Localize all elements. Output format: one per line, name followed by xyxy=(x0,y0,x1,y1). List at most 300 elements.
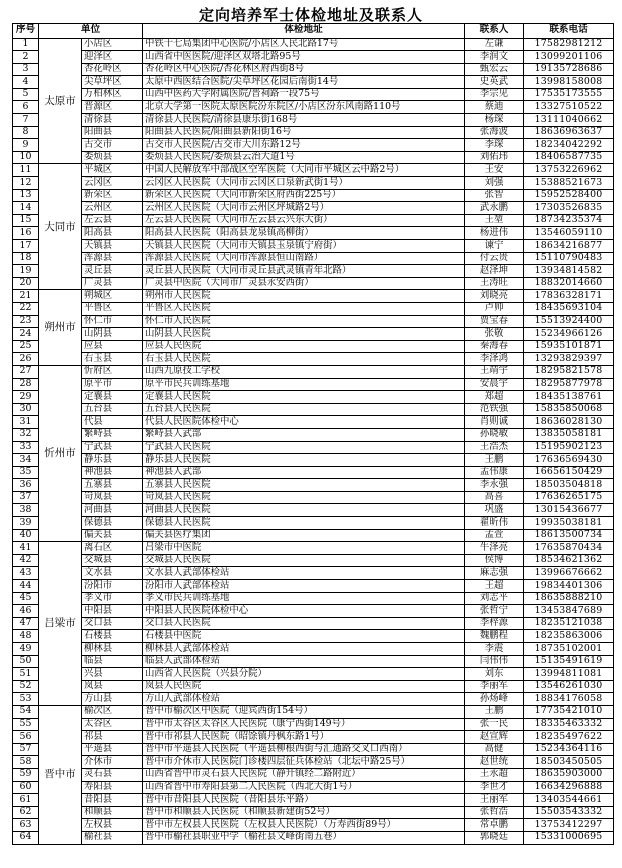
row-number: 36 xyxy=(13,479,39,492)
county-name: 祁县 xyxy=(82,731,143,744)
county-name: 保德县 xyxy=(82,517,143,530)
row-number: 51 xyxy=(13,668,39,681)
exam-address: 静乐县人民医院 xyxy=(143,454,465,467)
county-name: 云冈区 xyxy=(82,177,143,190)
contact-phone: 17735421010 xyxy=(524,705,614,718)
row-number: 2 xyxy=(13,51,39,64)
row-number: 60 xyxy=(13,781,39,794)
county-name: 方山县 xyxy=(82,693,143,706)
row-number: 14 xyxy=(13,202,39,215)
exam-address: 孝义市民兵训练基地 xyxy=(143,592,465,605)
row-number: 9 xyxy=(13,139,39,152)
exam-address: 晋中市左权县人民医院（左权县人民医院）（万寿西街89号） xyxy=(143,819,465,832)
county-name: 中阳县 xyxy=(82,605,143,618)
contact-person: 安晨宇 xyxy=(465,378,524,391)
contact-phone: 19935038181 xyxy=(524,517,614,530)
contact-person: 赵泽坤 xyxy=(465,265,524,278)
exam-address: 云州区人民医院（大同市云州区坪城路2号） xyxy=(143,202,465,215)
county-name: 阳曲县 xyxy=(82,126,143,139)
row-number: 58 xyxy=(13,756,39,769)
row-number: 27 xyxy=(13,365,39,378)
contact-person: 王鹏 xyxy=(465,454,524,467)
county-name: 五台县 xyxy=(82,403,143,416)
exam-address: 朔州市人民医院 xyxy=(143,290,465,303)
table-row xyxy=(13,794,614,807)
row-number: 22 xyxy=(13,302,39,315)
table-row xyxy=(13,806,614,819)
county-name: 柳林县 xyxy=(82,643,143,656)
row-number: 41 xyxy=(13,542,39,555)
contact-phone: 13453847689 xyxy=(524,605,614,618)
table-row xyxy=(13,718,614,731)
exam-address: 临县人武部体检站 xyxy=(143,655,465,668)
row-number: 40 xyxy=(13,529,39,542)
row-number: 52 xyxy=(13,680,39,693)
exam-address: 山西省晋中市灵石县人民医院（静升镇经二路附近） xyxy=(143,768,465,781)
exam-address: 定襄县人民医院 xyxy=(143,391,465,404)
exam-address: 吕梁市中医院 xyxy=(143,542,465,555)
table-row xyxy=(13,592,614,605)
contact-person: 谏宁 xyxy=(465,240,524,253)
row-number: 12 xyxy=(13,177,39,190)
row-number: 28 xyxy=(13,378,39,391)
county-name: 繁峙县 xyxy=(82,428,143,441)
exam-address: 交城县人民医院 xyxy=(143,554,465,567)
row-number: 26 xyxy=(13,353,39,366)
contact-person: 刘强 xyxy=(465,177,524,190)
table-row xyxy=(13,328,614,341)
contact-person: 牛泽亮 xyxy=(465,542,524,555)
row-number: 62 xyxy=(13,806,39,819)
exam-address: 晋中市榆社县职业中学（榆社县文峰街南五巷） xyxy=(143,831,465,844)
row-number: 24 xyxy=(13,328,39,341)
county-name: 石楼县 xyxy=(82,630,143,643)
row-number: 43 xyxy=(13,567,39,580)
table-row xyxy=(13,693,614,706)
contact-phone: 16634296888 xyxy=(524,781,614,794)
exam-address: 山西省晋中市寿阳县第二人民医院（西北大街1号） xyxy=(143,781,465,794)
contact-phone: 15935101871 xyxy=(524,340,614,353)
contact-phone: 13546261030 xyxy=(524,680,614,693)
contact-person: 王鹏 xyxy=(465,705,524,718)
exam-address: 山阴县人民医院 xyxy=(143,328,465,341)
table-row xyxy=(13,315,614,328)
header-contact: 联系人 xyxy=(465,24,524,39)
row-number: 11 xyxy=(13,164,39,177)
contact-phone: 16656150429 xyxy=(524,466,614,479)
table-row xyxy=(13,781,614,794)
exam-address: 应县人民医院 xyxy=(143,340,465,353)
row-number: 37 xyxy=(13,491,39,504)
exam-address: 清徐县人民医院/清徐县康乐街168号 xyxy=(143,114,465,127)
row-number: 4 xyxy=(13,76,39,89)
county-name: 孝义市 xyxy=(82,592,143,605)
table-row xyxy=(13,177,614,190)
table-row xyxy=(13,277,614,290)
table-row xyxy=(13,768,614,781)
county-name: 晋源区 xyxy=(82,101,143,114)
county-name: 浑源县 xyxy=(82,252,143,265)
exam-address: 广灵县中医院（大同市广灵县永安西街） xyxy=(143,277,465,290)
county-name: 天镇县 xyxy=(82,240,143,253)
contact-phone: 15331000695 xyxy=(524,831,614,844)
table-row xyxy=(13,51,614,64)
row-number: 30 xyxy=(13,403,39,416)
contact-phone: 17636265175 xyxy=(524,491,614,504)
row-number: 5 xyxy=(13,88,39,101)
exam-address: 山西中医药大学附属医院/晋祠路一段75号 xyxy=(143,88,465,101)
county-name: 汾阳市 xyxy=(82,580,143,593)
contact-phone: 18635888210 xyxy=(524,592,614,605)
contact-phone: 18635903000 xyxy=(524,768,614,781)
contact-person: 赵宣辉 xyxy=(465,731,524,744)
table-row xyxy=(13,378,614,391)
contact-phone: 17635870434 xyxy=(524,542,614,555)
exam-address: 柳林县人武部体检站 xyxy=(143,643,465,656)
row-number: 32 xyxy=(13,428,39,441)
exam-address: 晋中市和顺县人民医院（和顺县新建街52号） xyxy=(143,806,465,819)
table-row xyxy=(13,819,614,832)
exam-address: 天镇县人民医院（大同市天镇县玉泉镇宁府街） xyxy=(143,240,465,253)
contact-person: 张哲宁 xyxy=(465,605,524,618)
exam-address: 山西九原技工学校 xyxy=(143,365,465,378)
contact-person: 左谦 xyxy=(465,38,524,51)
county-name: 原平市 xyxy=(82,378,143,391)
table-row xyxy=(13,680,614,693)
contact-person: 李梓源 xyxy=(465,617,524,630)
exam-address: 山西省中医医院/迎泽区双塔北路95号 xyxy=(143,51,465,64)
row-number: 55 xyxy=(13,718,39,731)
table-row xyxy=(13,365,614,378)
row-number: 49 xyxy=(13,643,39,656)
county-name: 怀仁市 xyxy=(82,315,143,328)
exam-address: 中阳县人民医院体检中心 xyxy=(143,605,465,618)
contact-phone: 18295821578 xyxy=(524,365,614,378)
exam-address: 娄烦县人民医院/娄烦县云治大道1号 xyxy=(143,151,465,164)
county-name: 阳高县 xyxy=(82,227,143,240)
contact-phone: 18435693104 xyxy=(524,302,614,315)
row-number: 35 xyxy=(13,466,39,479)
county-name: 神池县 xyxy=(82,466,143,479)
region-name: 吕梁市 xyxy=(39,542,82,706)
region-name: 太原市 xyxy=(39,38,82,164)
contact-phone: 17582981212 xyxy=(524,38,614,51)
contact-person: 常卓鹏 xyxy=(465,819,524,832)
contact-phone: 13111040662 xyxy=(524,114,614,127)
table-row xyxy=(13,189,614,202)
contact-phone: 18406587735 xyxy=(524,151,614,164)
table-row xyxy=(13,164,614,177)
table-row xyxy=(13,756,614,769)
row-number: 34 xyxy=(13,454,39,467)
contact-person: 赵世统 xyxy=(465,756,524,769)
contact-person: 王永超 xyxy=(465,768,524,781)
exam-address: 古交市人民医院/古交市大川东路12号 xyxy=(143,139,465,152)
county-name: 广灵县 xyxy=(82,277,143,290)
contact-person: 李润文 xyxy=(465,51,524,64)
table-row xyxy=(13,554,614,567)
county-name: 昔阳县 xyxy=(82,794,143,807)
county-name: 忻府区 xyxy=(82,365,143,378)
contact-person: 张敬 xyxy=(465,328,524,341)
contact-person: 李永强 xyxy=(465,479,524,492)
contact-person: 李泽鸿 xyxy=(465,353,524,366)
county-name: 万柏林区 xyxy=(82,88,143,101)
table-row xyxy=(13,227,614,240)
contact-person: 付云贵 xyxy=(465,252,524,265)
county-name: 尖草坪区 xyxy=(82,76,143,89)
contact-phone: 18734235374 xyxy=(524,214,614,227)
row-number: 3 xyxy=(13,63,39,76)
contact-phone: 13994811081 xyxy=(524,668,614,681)
row-number: 33 xyxy=(13,441,39,454)
county-name: 和顺县 xyxy=(82,806,143,819)
exam-address: 方山人武部体检站 xyxy=(143,693,465,706)
contact-phone: 13753226962 xyxy=(524,164,614,177)
exam-address: 平鲁区人民医院 xyxy=(143,302,465,315)
county-name: 平遥县 xyxy=(82,743,143,756)
exam-address: 代县人民医院体检中心 xyxy=(143,416,465,429)
table-header-row xyxy=(13,24,614,39)
exam-address: 晋中市太谷区太谷区人民医院（康宁西街149号） xyxy=(143,718,465,731)
region-name: 大同市 xyxy=(39,164,82,290)
row-number: 19 xyxy=(13,265,39,278)
contact-person: 翟昕伟 xyxy=(465,517,524,530)
contact-phone: 17535173555 xyxy=(524,88,614,101)
exam-address: 河曲县人民医院 xyxy=(143,504,465,517)
exam-address: 晋中市昔阳县人民医院（昔阳县乐平路） xyxy=(143,794,465,807)
table-row xyxy=(13,391,614,404)
contact-phone: 18235121038 xyxy=(524,617,614,630)
table-row xyxy=(13,214,614,227)
county-name: 临县 xyxy=(82,655,143,668)
table-row xyxy=(13,265,614,278)
contact-person: 秦海春 xyxy=(465,340,524,353)
contact-phone: 15503543332 xyxy=(524,806,614,819)
table-row xyxy=(13,655,614,668)
header-phone: 联系电话 xyxy=(524,24,614,39)
table-row xyxy=(13,114,614,127)
exam-address: 杏花岭区中心医院/杏花林区府西街8号 xyxy=(143,63,465,76)
county-name: 榆次区 xyxy=(82,705,143,718)
contact-person: 李震 xyxy=(465,643,524,656)
exam-address: 中国人民解放军中部战区空军医院（大同市平城区云中路2号） xyxy=(143,164,465,177)
contact-phone: 15513924400 xyxy=(524,315,614,328)
row-number: 29 xyxy=(13,391,39,404)
exam-address: 阳高县人民医院（阳高县龙泉镇高柳街） xyxy=(143,227,465,240)
row-number: 48 xyxy=(13,630,39,643)
row-number: 42 xyxy=(13,554,39,567)
table-row xyxy=(13,454,614,467)
row-number: 10 xyxy=(13,151,39,164)
contact-phone: 17303526835 xyxy=(524,202,614,215)
page-title: 定向培养军士体检地址及联系人 xyxy=(198,6,423,24)
table-row xyxy=(13,504,614,517)
table-row xyxy=(13,240,614,253)
county-name: 杏花岭区 xyxy=(82,63,143,76)
contact-phone: 18832014660 xyxy=(524,277,614,290)
exam-address: 岢岚县人民医院 xyxy=(143,491,465,504)
exam-address: 交口县人民医院 xyxy=(143,617,465,630)
contact-person: 李世才 xyxy=(465,781,524,794)
contact-phone: 13403544661 xyxy=(524,794,614,807)
county-name: 河曲县 xyxy=(82,504,143,517)
contact-table xyxy=(12,23,614,845)
table-row xyxy=(13,38,614,51)
row-number: 59 xyxy=(13,768,39,781)
exam-address: 神池县人武部 xyxy=(143,466,465,479)
table-row xyxy=(13,542,614,555)
row-number: 47 xyxy=(13,617,39,630)
contact-phone: 13327510522 xyxy=(524,101,614,114)
contact-phone: 18503504818 xyxy=(524,479,614,492)
exam-address: 五寨县人民医院 xyxy=(143,479,465,492)
table-row xyxy=(13,340,614,353)
contact-phone: 18636028130 xyxy=(524,416,614,429)
contact-person: 张海波 xyxy=(465,126,524,139)
table-row xyxy=(13,151,614,164)
contact-person: 郭晓廷 xyxy=(465,831,524,844)
table-row xyxy=(13,605,614,618)
contact-person: 魏鹏程 xyxy=(465,630,524,643)
exam-address: 石楼县中医院 xyxy=(143,630,465,643)
table-row xyxy=(13,617,614,630)
contact-person: 范铁强 xyxy=(465,403,524,416)
table-row xyxy=(13,517,614,530)
contact-phone: 18435138761 xyxy=(524,391,614,404)
table-row xyxy=(13,466,614,479)
contact-person: 孟萱 xyxy=(465,529,524,542)
contact-phone: 15195902123 xyxy=(524,441,614,454)
contact-phone: 15135491619 xyxy=(524,655,614,668)
county-name: 娄烦县 xyxy=(82,151,143,164)
table-row xyxy=(13,567,614,580)
row-number: 45 xyxy=(13,592,39,605)
contact-phone: 13293829397 xyxy=(524,353,614,366)
contact-person: 侯博 xyxy=(465,554,524,567)
county-name: 右玉县 xyxy=(82,353,143,366)
row-number: 44 xyxy=(13,580,39,593)
exam-address: 晋中市祁县人民医院（昭馀镇丹枫东路1号） xyxy=(143,731,465,744)
contact-phone: 13835058181 xyxy=(524,428,614,441)
contact-phone: 13934814582 xyxy=(524,265,614,278)
contact-person: 孙晓敏 xyxy=(465,428,524,441)
county-name: 代县 xyxy=(82,416,143,429)
table-row xyxy=(13,580,614,593)
contact-person: 甄宏云 xyxy=(465,63,524,76)
contact-phone: 13998158008 xyxy=(524,76,614,89)
contact-person: 闫伟伟 xyxy=(465,655,524,668)
contact-person: 史英武 xyxy=(465,76,524,89)
contact-person: 张智 xyxy=(465,189,524,202)
row-number: 38 xyxy=(13,504,39,517)
contact-phone: 15234966126 xyxy=(524,328,614,341)
county-name: 新荣区 xyxy=(82,189,143,202)
header-no: 序号 xyxy=(13,24,39,39)
contact-person: 刘佑玮 xyxy=(465,151,524,164)
contact-phone: 18235863006 xyxy=(524,630,614,643)
row-number: 63 xyxy=(13,819,39,832)
county-name: 应县 xyxy=(82,340,143,353)
county-name: 灵石县 xyxy=(82,768,143,781)
county-name: 寿阳县 xyxy=(82,781,143,794)
table-row xyxy=(13,202,614,215)
contact-person: 王安 xyxy=(465,164,524,177)
county-name: 古交市 xyxy=(82,139,143,152)
exam-address: 左云县人民医院（大同市左云县云兴东大街） xyxy=(143,214,465,227)
contact-person: 贾宝春 xyxy=(465,315,524,328)
row-number: 20 xyxy=(13,277,39,290)
table-row xyxy=(13,353,614,366)
exam-address: 晋中市平遥县人民医院（平遥县柳根西街与汇通路交叉口西南） xyxy=(143,743,465,756)
table-body xyxy=(13,38,614,844)
county-name: 岚县 xyxy=(82,680,143,693)
contact-person: 高健 xyxy=(465,743,524,756)
contact-phone: 13099201106 xyxy=(524,51,614,64)
county-name: 清徐县 xyxy=(82,114,143,127)
contact-phone: 13546059110 xyxy=(524,227,614,240)
row-number: 31 xyxy=(13,416,39,429)
exam-address: 晋中市介休市人民医院门诊楼四层征兵体检站（北坛中路25号） xyxy=(143,756,465,769)
county-name: 朔城区 xyxy=(82,290,143,303)
contact-phone: 15110790483 xyxy=(524,252,614,265)
table-row xyxy=(13,428,614,441)
county-name: 交城县 xyxy=(82,554,143,567)
contact-phone: 18234042292 xyxy=(524,139,614,152)
row-number: 23 xyxy=(13,315,39,328)
header-address: 体检地址 xyxy=(143,24,465,39)
contact-person: 肖则诚 xyxy=(465,416,524,429)
contact-person: 杨琛 xyxy=(465,114,524,127)
contact-phone: 18335463332 xyxy=(524,718,614,731)
row-number: 7 xyxy=(13,114,39,127)
table-row xyxy=(13,126,614,139)
table-row xyxy=(13,416,614,429)
contact-person: 武永鹏 xyxy=(465,202,524,215)
row-number: 54 xyxy=(13,705,39,718)
table-row xyxy=(13,529,614,542)
region-name: 晋中市 xyxy=(39,705,82,844)
exam-address: 保德县人民医院 xyxy=(143,517,465,530)
contact-person: 蔡迪 xyxy=(465,101,524,114)
contact-phone: 13996676662 xyxy=(524,567,614,580)
table-row xyxy=(13,101,614,114)
row-number: 13 xyxy=(13,189,39,202)
county-name: 平鲁区 xyxy=(82,302,143,315)
table-row xyxy=(13,88,614,101)
contact-phone: 18613500734 xyxy=(524,529,614,542)
exam-address: 晋中市榆次区中医院（迎宾西街154号） xyxy=(143,705,465,718)
row-number: 1 xyxy=(13,38,39,51)
table-row xyxy=(13,252,614,265)
exam-address: 宁武县人民医院 xyxy=(143,441,465,454)
row-number: 16 xyxy=(13,227,39,240)
contact-phone: 15835850068 xyxy=(524,403,614,416)
exam-address: 五台县人民医院 xyxy=(143,403,465,416)
contact-person: 刘东 xyxy=(465,668,524,681)
contact-phone: 18636963637 xyxy=(524,126,614,139)
county-name: 平城区 xyxy=(82,164,143,177)
exam-address: 浑源县人民医院（大同市浑源县恒山南路） xyxy=(143,252,465,265)
contact-person: 麻志强 xyxy=(465,567,524,580)
contact-person: 王涛旺 xyxy=(465,277,524,290)
row-number: 25 xyxy=(13,340,39,353)
table-row xyxy=(13,630,614,643)
table-row xyxy=(13,831,614,844)
contact-phone: 18534621362 xyxy=(524,554,614,567)
contact-person: 巩盛 xyxy=(465,504,524,517)
table-row xyxy=(13,302,614,315)
